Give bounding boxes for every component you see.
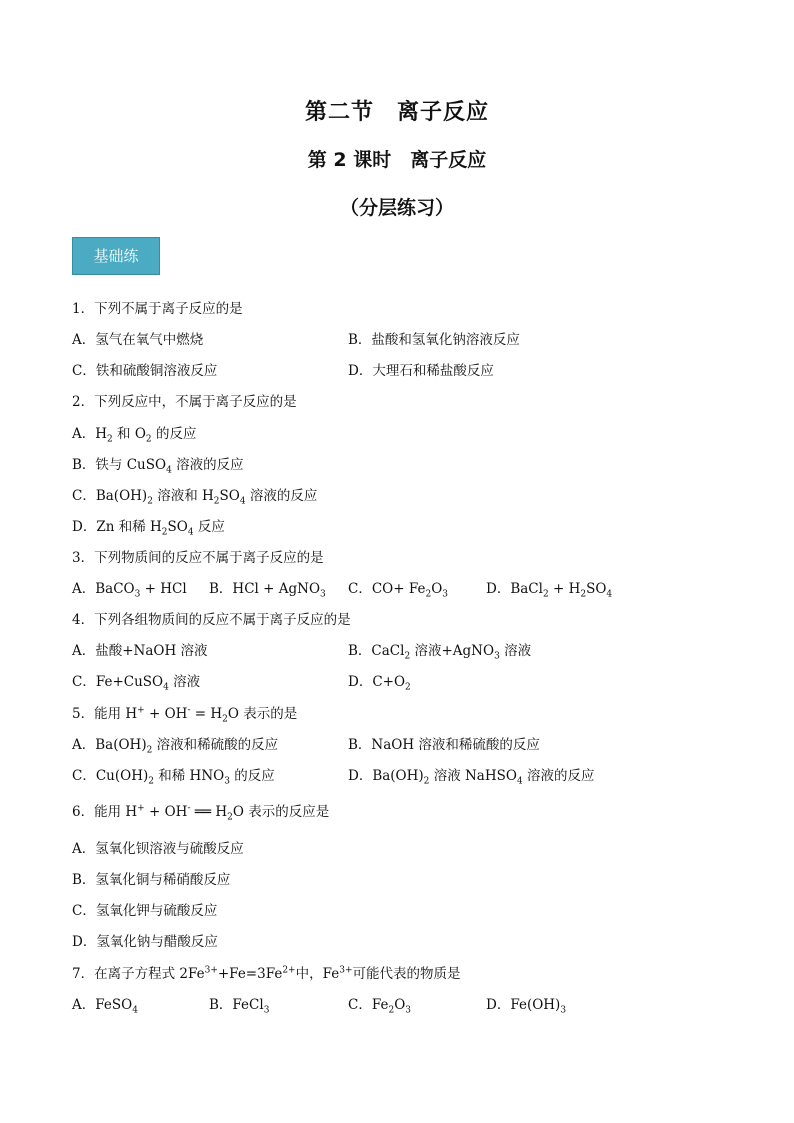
question-1-option-a: A．氢气在氧气中燃烧 bbox=[72, 332, 204, 348]
question-7-stem: 7．在离子方程式 $2Fe^{3+}+Fe=3Fe^{2+}$中，$Fe^{3+}$可能代表的物质是 bbox=[72, 965, 461, 982]
basic-practice-badge: 基础练 bbox=[72, 237, 160, 275]
question-3-stem: 3．下列物质间的反应不属于离子反应的是 bbox=[72, 550, 324, 566]
question-6-option-b: B．氢氧化铜与稀硝酸反应 bbox=[72, 872, 231, 888]
question-1-stem: 1．下列不属于离子反应的是 bbox=[72, 301, 243, 317]
question-3-option-c: C．$CO+ Fe_2O_3$ bbox=[348, 581, 448, 600]
question-2-option-b: B．铁与 CuSO$_4$ 溶液的反应 bbox=[72, 457, 244, 476]
question-7-option-d: D．$Fe(OH)_3$ bbox=[486, 997, 567, 1016]
question-7-option-c: C．$Fe_2O_3$ bbox=[348, 997, 411, 1016]
question-5-option-a: A．$Ba(OH)_2$ 溶液和稀硫酸的反应 bbox=[72, 737, 279, 756]
question-3-option-a: A．BaCO$_3$ + HCl bbox=[72, 581, 187, 600]
question-5-option-d: D．$Ba(OH)_2$ 溶液 NaHSO$_4$ 溶液的反应 bbox=[348, 768, 595, 787]
question-2-stem: 2．下列反应中，不属于离子反应的是 bbox=[72, 394, 297, 410]
question-1-option-d: D．大理石和稀盐酸反应 bbox=[348, 363, 494, 379]
question-3-option-d: D．BaCl$_2$ + $H_2SO_4$ bbox=[486, 581, 613, 600]
question-4-stem: 4．下列各组物质间的反应不属于离子反应的是 bbox=[72, 612, 351, 628]
question-7-option-b: B．FeCl$_3$ bbox=[209, 997, 270, 1016]
question-3-option-b: B．HCl + AgNO$_3$ bbox=[209, 581, 326, 600]
question-6-option-c: C．氢氧化钾与硫酸反应 bbox=[72, 903, 218, 919]
question-5-option-b: B．NaOH 溶液和稀硫酸的反应 bbox=[348, 737, 540, 753]
question-4-option-a: A．盐酸+NaOH 溶液 bbox=[72, 643, 208, 659]
section-title: 第二节 离子反应 bbox=[304, 100, 489, 125]
question-1-option-c: C．铁和硫酸铜溶液反应 bbox=[72, 363, 218, 379]
question-2-option-a: A．$H_2$ 和 $O_2$ 的反应 bbox=[72, 426, 197, 445]
question-1-option-b: B．盐酸和氢氧化钠溶液反应 bbox=[348, 332, 520, 348]
question-6-stem: 6．能用 H+ + OH- ══ $H_2O$ 表示的反应是 bbox=[72, 803, 330, 823]
question-2-option-c: C．$Ba(OH)_2$ 溶液和 $H_2SO_4$ 溶液的反应 bbox=[72, 488, 318, 507]
question-7-option-a: A．FeSO$_4$ bbox=[72, 997, 138, 1016]
question-6-option-d: D．氢氧化钠与醋酸反应 bbox=[72, 934, 218, 950]
question-3-options bbox=[72, 577, 772, 600]
question-2-option-d: D．Zn 和稀 $H_2SO_4$ 反应 bbox=[72, 519, 225, 538]
question-4-option-c: C．Fe+CuSO$_4$ 溶液 bbox=[72, 674, 201, 693]
question-5-stem: 5．能用 $H^+ + OH^- = H_2O$ 表示的是 bbox=[72, 705, 298, 725]
question-5-option-c: C．$Cu(OH)_2$ 和稀 $HNO_3$ 的反应 bbox=[72, 768, 275, 787]
subtitle: （分层练习） bbox=[339, 197, 454, 219]
question-4-option-d: D．$C+O_2$ bbox=[348, 674, 411, 693]
question-7-options bbox=[72, 993, 772, 1016]
question-6-option-a: A．氢氧化钡溶液与硫酸反应 bbox=[72, 841, 244, 857]
lesson-title: 第 2 课时 离子反应 bbox=[307, 149, 487, 171]
question-4-option-b: B．CaCl$_2$ 溶液+AgNO$_3$ 溶液 bbox=[348, 643, 532, 662]
